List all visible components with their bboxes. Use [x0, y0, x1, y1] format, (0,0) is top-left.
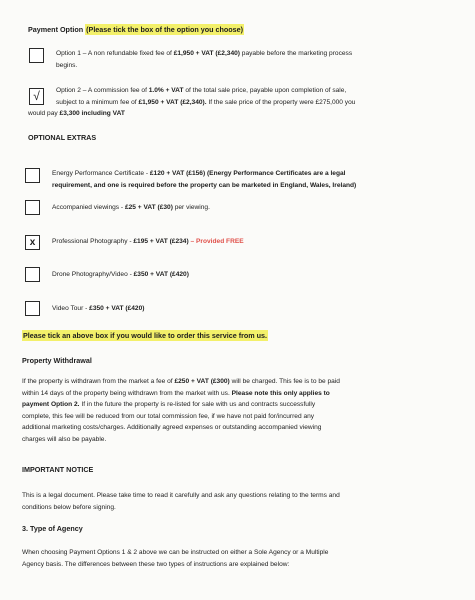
epc-checkbox[interactable]	[25, 168, 40, 183]
type-of-agency-text: When choosing Payment Options 1 & 2 above we can be instructed on either a Sole Agency or a Multiple Agency basis. The differences between these two types of instructions are explained below:	[22, 549, 329, 568]
accompanied-viewings-text: Accompanied viewings - £25 + VAT (£30) per viewing.	[52, 204, 210, 211]
provided-free-label: – Provided FREE	[188, 238, 244, 245]
option-2-total: would pay £3,300 including VAT	[28, 110, 125, 117]
important-notice-heading: IMPORTANT NOTICE	[22, 465, 94, 474]
option-2-text: Option 2 – A commission fee of 1.0% + VAT of the total sale price, payable upon completion of sale, subject to a minimum fee of £1,950 + VAT (£2,340). If the sale price of the property were £275,000 you	[56, 87, 356, 106]
withdrawal-paragraph: If the property is withdrawn from the market a fee of £250 + VAT (£300) will be charged. This fee is to be paid within 14 days of the property being withdrawn from the market with us. Please note this only applies to payment Option 2. If in the future the property is re-listed for sale with us and contracts successfully complete, this fee will be reduced from our total commission fee, if we have not paid for/incurred any additional marketing costs/charges. Additionally agreed expenses or outstanding accompanied viewing charges will also be payable.	[22, 378, 340, 443]
important-notice-text: This is a legal document. Please take time to read it carefully and ask any questions relating to the terms and conditions below before signing.	[22, 492, 340, 511]
accompanied-viewings-checkbox[interactable]	[25, 200, 40, 215]
extras-instruction: Please tick an above box if you would like to order this service from us.	[23, 331, 268, 340]
video-tour-text: Video Tour - £350 + VAT (£420)	[52, 305, 145, 312]
withdrawal-heading: Property Withdrawal	[22, 356, 92, 365]
drone-checkbox[interactable]	[25, 267, 40, 282]
option-1-text: Option 1 – A non refundable fixed fee of £1,950 + VAT (£2,340) payable before the marketing process begins.	[56, 50, 353, 69]
drone-text: Drone Photography/Video - £350 + VAT (£420)	[52, 271, 189, 278]
optional-extras-heading: OPTIONAL EXTRAS	[28, 133, 97, 142]
photography-checkbox[interactable]: x	[25, 235, 40, 250]
payment-option-heading: Payment Option (Please tick the box of the option you choose)	[28, 25, 244, 34]
payment-option-instruction: (Please tick the box of the option you choose)	[86, 25, 244, 34]
photography-text: Professional Photography - £195 + VAT (£234) – Provided FREE	[52, 238, 244, 245]
epc-text: Energy Performance Certificate - £120 + VAT (£156) (Energy Performance Certificates are a legal requirement, and one is required before the property can be marketed in England, Wales, Ireland)	[52, 170, 357, 189]
option-1-checkbox[interactable]	[29, 48, 44, 63]
option-2-checkbox[interactable]: √	[29, 88, 44, 105]
video-tour-checkbox[interactable]	[25, 301, 40, 316]
type-of-agency-heading: 3. Type of Agency	[22, 524, 83, 533]
